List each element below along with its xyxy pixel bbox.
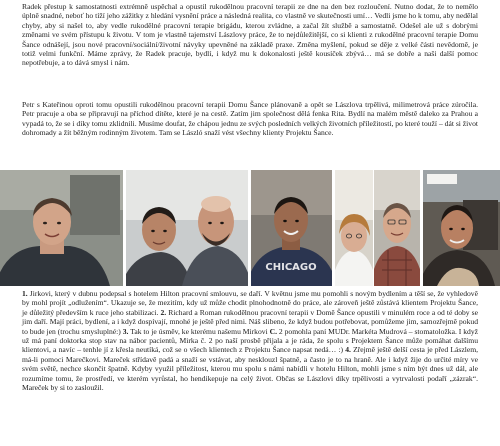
photo-marecek bbox=[423, 170, 500, 286]
caption-1-text: Jirkovi, který v dubnu podepsal s hotelem Hilton pracovní smlouvu, se daří. V květnu jsme mu pomohli s novým bydlením a těší se, že vyhledově by mohl projít „odlužením“. Ukazuje se, že mezitím, kdy už může chodit plnohodnotně do práce, ale zároveň ještě zůstává klientem Projektu Šance, je důležitý především k ruce jeho stabilizaci. bbox=[22, 289, 478, 317]
photo-captions bbox=[22, 289, 478, 392]
paragraph-petr-katerina: Petr s Kateřinou oproti tomu opustili rukodělnou pracovní terapii Domu Šance plánovaně a opět se Lászlova trpělivá, milimetrová práce zúročila. Petr pracuje a oba se připravují na příchod dítěte, které je na cestě. Zatím jim společnost dělá fenka Rita. Bydlí na malém městě daleko za Prahou a vypadá to, že se i díky tomu zklidnili. Musíme doufat, že chápou jednu ze svých posledních velkých životních příležitostí, po které touží – dát si život dohromady a žít běžným rodinným životem. Tam se László snaží vést všechny klienty Projektu Šance. bbox=[22, 100, 478, 138]
caption-4-number: 4. bbox=[345, 345, 351, 355]
paragraph-radek: Radek přestup k samostatnosti extrémně uspěchal a opustil rukodělnou pracovní terapii ze dne na den bez rozloučení. Nutno dodat, že to nemělo úplně snadné, neboť ho tíží jeho zážitky z hledání vysnění práce a následná realita, co vlastně ve skutečnosti umí… Vedli jsme ho k tomu, aby nedělal chyby, aby si našel to, aby vedle rukodělné pracovní terapie brigádu, kterou zvládne, a začal žít službě a samostatně. Odešel ale už s dobrými změnami ve svém přístupu k životu. V tom je vlastně tajemství Lászlovy práce, že to nejdůležitější, co si klienti z rukodělné pracovní terapie Domu Šance odnášejí, jsou nové pracovní/sociální/životní návyky upevněné na základě praxe. Změna myšlení, pokud se děje z velké části nevědomě, je totiž velmi funkční. Máme zprávy, že Radek pracuje, bydlí, i když mu k dokonalosti ještě kousíček zbývá… má se dobře a naši další pomoc nepotřebuje, a to dává smysl i nám. bbox=[22, 2, 478, 68]
photo-man-shirt bbox=[374, 170, 420, 286]
photo-mirek bbox=[251, 170, 332, 286]
photo-jirka bbox=[0, 170, 123, 286]
svg-text:CHICAGO: CHICAGO bbox=[265, 262, 317, 273]
caption-2-text: Richard a Roman rukodělnou pracovní terapii v Domě Šance opustili v minulém roce a od té doby se jim daří. Mají práci, bydlení, a i když dospívají, mnohé je ještě před nimi. Náš slibeno, že když budou potřebovat, pomůžeme jim, samozřejmě pokud to bude jen (trochu smysluplné:) bbox=[22, 307, 478, 336]
photo-doctor bbox=[335, 170, 373, 286]
caption-3-number: 3. bbox=[122, 326, 129, 336]
photo-richard-roman bbox=[126, 170, 248, 286]
caption-1-number: 1. bbox=[22, 289, 28, 298]
photo-strip bbox=[0, 170, 500, 288]
caption-c-text: 2 pomohla paní MUDr. Markéta Mudrová – stomatoložka. I když už má paní doktorka stop stav na nábor pacientů, Mirka č. 2 po naší prosbě přijala a je ráda, že spolu s Projektem Šance může pomáhat dalšímu klientovi, a navíc – tenhle jí z křesla neutíká, což se o všech klientech z Projektu Šance napsat nedá… :) bbox=[22, 326, 478, 355]
caption-3-text: Tak to je úsměv, ke kterému našemu Mirkovi bbox=[130, 326, 268, 336]
caption-4-text: Zřejmě ještě delší cesta je před Lászlem, má-li pomoci Marečkovi. Mareček střídavě padá a snaží se vstávat, aby nesklouzl špatně, a často je to na hraně. Ale i když žije do určité míry ve svém světě, nechce skončit špatně. Kdyby využil příležitost, kterou mu spolu s námi nabídli v hotelu Hilton, mohli jsme s ním být dnes už dál, ale rozumíme tomu, že prostředí, ve kterém vyrůstal, ho hendikepuje na celý život. Občas se Lászlovi díky trpělivosti a vytrvalosti podaří „zázrak“. Mareček by si to zasloužil. bbox=[22, 345, 479, 393]
caption-2-number: 2. bbox=[160, 307, 167, 317]
caption-c-number: C. bbox=[269, 326, 277, 336]
